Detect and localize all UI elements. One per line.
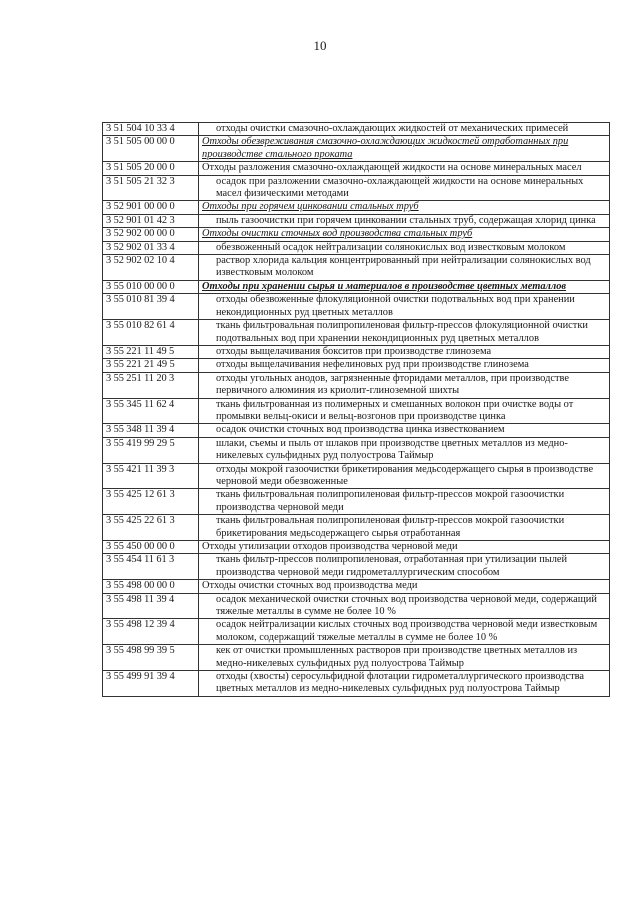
waste-description-text: осадок механической очистки сточных вод производства черновой меди, содержащий тяжелые металлы в сумме не более 10 % (216, 593, 597, 618)
waste-description-text: шлаки, съемы и пыль от шлаков при производстве цветных металлов из медно-никелевых сульфидных руд полуострова Таймыр (216, 437, 568, 462)
waste-code-cell: 3 51 505 21 32 3 (103, 175, 199, 201)
waste-description-text: отходы очистки смазочно-охлаждающих жидкостей от механических примесей (216, 123, 569, 134)
waste-code-cell: 3 55 010 81 39 4 (103, 294, 199, 320)
table-row (103, 541, 610, 554)
waste-code-cell: 3 55 419 99 29 5 (103, 437, 199, 463)
waste-code-cell: 3 52 902 02 10 4 (103, 255, 199, 281)
waste-description-text: ткань фильтрованная из полимерных и смешанных волокон при очистке воды от промывки вельц-окиси и вельц-возгонов при производстве цинка (216, 398, 574, 422)
waste-description-cell (199, 580, 610, 593)
waste-description-cell (199, 398, 610, 424)
waste-description-cell (199, 541, 610, 554)
table-row (103, 255, 610, 281)
waste-description-cell (199, 489, 610, 515)
waste-description-cell (199, 162, 610, 175)
waste-code-cell: 3 51 504 10 33 4 (103, 123, 199, 136)
waste-description-text: Отходы очистки сточных вод производства меди (202, 580, 418, 592)
table-row (103, 175, 610, 201)
table-row (103, 136, 610, 162)
waste-description-text: отходы выщелачивания бокситов при производстве глинозема (216, 345, 492, 357)
waste-description-text: ткань фильтровальная полипропиленовая фильтр-прессов мокрой газоочистки производства черновой меди (216, 489, 565, 513)
waste-description-cell (199, 201, 610, 214)
waste-code-cell: 3 52 902 01 33 4 (103, 241, 199, 254)
table-row (103, 214, 610, 227)
waste-description-cell (199, 280, 610, 293)
waste-code-cell: 3 55 421 11 39 3 (103, 463, 199, 489)
waste-description-cell (199, 554, 610, 580)
waste-code-cell: 3 55 425 12 61 3 (103, 489, 199, 515)
waste-description-text: Отходы очистки сточных вод производства стальных труб (202, 228, 473, 240)
waste-code-cell: 3 55 010 82 61 4 (103, 320, 199, 346)
waste-code-cell: 3 55 498 00 00 0 (103, 580, 199, 593)
waste-description-text: Отходы обезвреживания смазочно-охлаждающих жидкостей отработанных при производстве стального проката (202, 136, 569, 160)
table-row (103, 463, 610, 489)
waste-description-cell (199, 123, 610, 136)
waste-description-cell (199, 359, 610, 372)
waste-code-cell: 3 55 010 00 00 0 (103, 280, 199, 293)
waste-description-cell (199, 228, 610, 241)
table-row (103, 398, 610, 424)
waste-description-cell (199, 372, 610, 398)
table-row (103, 201, 610, 214)
waste-description-cell (199, 515, 610, 541)
waste-code-cell: 3 52 901 01 42 3 (103, 214, 199, 227)
waste-code-cell: 3 51 505 20 00 0 (103, 162, 199, 175)
table-row (103, 489, 610, 515)
waste-description-text: ткань фильтровальная полипропиленовая фильтр-прессов мокрой газоочистки брикетирования медьсодержащего сырья отработанная (216, 515, 565, 539)
waste-code-cell: 3 55 454 11 61 3 (103, 554, 199, 580)
waste-description-cell (199, 671, 610, 697)
waste-description-text: пыль газоочистки при горячем цинковании стальных труб, содержащая хлорид цинка (216, 214, 596, 226)
waste-description-cell (199, 175, 610, 201)
waste-description-text: отходы выщелачивания нефелиновых руд при производстве глинозема (216, 359, 529, 371)
waste-description-cell (199, 320, 610, 346)
waste-description-text: осадок нейтрализации кислых сточных вод производства черновой меди известковым молоком, содержащий тяжелые металлы в сумме не более 10 % (216, 619, 598, 643)
waste-code-cell: 3 55 221 11 49 5 (103, 345, 199, 358)
waste-description-cell (199, 214, 610, 227)
waste-description-cell (199, 463, 610, 489)
waste-code-cell: 3 55 345 11 62 4 (103, 398, 199, 424)
waste-description-cell (199, 437, 610, 463)
waste-code-cell: 3 55 499 91 39 4 (103, 671, 199, 697)
table-row (103, 359, 610, 372)
table-row (103, 619, 610, 645)
waste-description-text: кек от очистки промышленных растворов при производстве цветных металлов из медно-никелевых сульфидных руд полуострова Таймыр (216, 645, 578, 669)
waste-code-cell: 3 55 498 12 39 4 (103, 619, 199, 645)
table-row (103, 554, 610, 580)
table-row (103, 424, 610, 437)
page-number: 10 (313, 38, 327, 53)
waste-code-cell: 3 51 505 00 00 0 (103, 136, 199, 162)
table-row (103, 294, 610, 320)
table-row (103, 280, 610, 293)
waste-code-table (102, 122, 610, 697)
waste-description-cell (199, 645, 610, 671)
waste-description-cell (199, 345, 610, 358)
waste-description-text: ткань фильтр-прессов полипропиленовая, отработанная при утилизации пылей производства черновой меди гидрометаллургическим способом (216, 554, 568, 578)
waste-description-text: Отходы утилизации отходов производства черновой меди (202, 541, 458, 552)
table-row (103, 123, 610, 136)
waste-description-cell (199, 619, 610, 645)
table-row (103, 645, 610, 671)
waste-description-cell (199, 255, 610, 281)
waste-description-text: ткань фильтровальная полипропиленовая фильтр-прессов флокуляционной очистки подотвальных вод при хранении некондиционных руд цветных металлов (216, 320, 588, 344)
waste-description-cell (199, 593, 610, 619)
table-row (103, 437, 610, 463)
waste-description-text: обезвоженный осадок нейтрализации солянокислых вод известковым молоком (216, 241, 566, 253)
waste-description-text: осадок при разложении смазочно-охлаждающей жидкости на основе минеральных масел физическими методами (216, 175, 584, 200)
waste-description-text: раствор хлорида кальция концентрированный при нейтрализации солянокислых вод известковым молоком (216, 255, 591, 279)
table-row (103, 228, 610, 241)
waste-code-cell: 3 55 450 00 00 0 (103, 541, 199, 554)
waste-description-text: отходы обезвоженные флокуляционной очистки подотвальных вод при хранении некондиционных руд цветных металлов (216, 294, 575, 318)
waste-description-cell (199, 424, 610, 437)
table-row (103, 345, 610, 358)
waste-code-cell: 3 55 425 22 61 3 (103, 515, 199, 541)
waste-description-text: отходы угольных анодов, загрязненные фторидами металлов, при производстве первичного алюминия из криолит-глиноземной шихты (216, 372, 569, 397)
waste-code-cell: 3 55 498 11 39 4 (103, 593, 199, 619)
table-row (103, 593, 610, 619)
waste-description-cell (199, 136, 610, 162)
table-row (103, 515, 610, 541)
waste-code-cell: 3 52 901 00 00 0 (103, 201, 199, 214)
waste-code-cell: 3 52 902 00 00 0 (103, 228, 199, 241)
waste-description-text: Отходы разложения смазочно-охлаждающей жидкости на основе минеральных масел (202, 162, 582, 174)
table-row (103, 372, 610, 398)
table-row (103, 162, 610, 175)
waste-description-text: Отходы при хранении сырья и материалов в производстве цветных металлов (202, 280, 567, 292)
waste-code-cell: 3 55 221 21 49 5 (103, 359, 199, 372)
waste-code-cell: 3 55 251 11 20 3 (103, 372, 199, 398)
waste-description-text: осадок очистки сточных вод производства цинка известкованием (216, 424, 505, 436)
waste-description-text: Отходы при горячем цинковании стальных труб (202, 201, 419, 213)
waste-code-cell: 3 55 498 99 39 5 (103, 645, 199, 671)
table-row (103, 241, 610, 254)
table-row (103, 320, 610, 346)
table-row (103, 671, 610, 697)
waste-description-text: отходы мокрой газоочистки брикетирования медьсодержащего сырья в производстве черновой меди обезвоженные (216, 463, 594, 487)
waste-code-cell: 3 55 348 11 39 4 (103, 424, 199, 437)
waste-description-cell (199, 294, 610, 320)
table-row (103, 580, 610, 593)
waste-description-text: отходы (хвосты) серосульфидной флотации гидрометаллургического производства цветных металлов из медно-никелевых сульфидных руд полуострова Таймыр (216, 671, 585, 695)
waste-description-cell (199, 241, 610, 254)
